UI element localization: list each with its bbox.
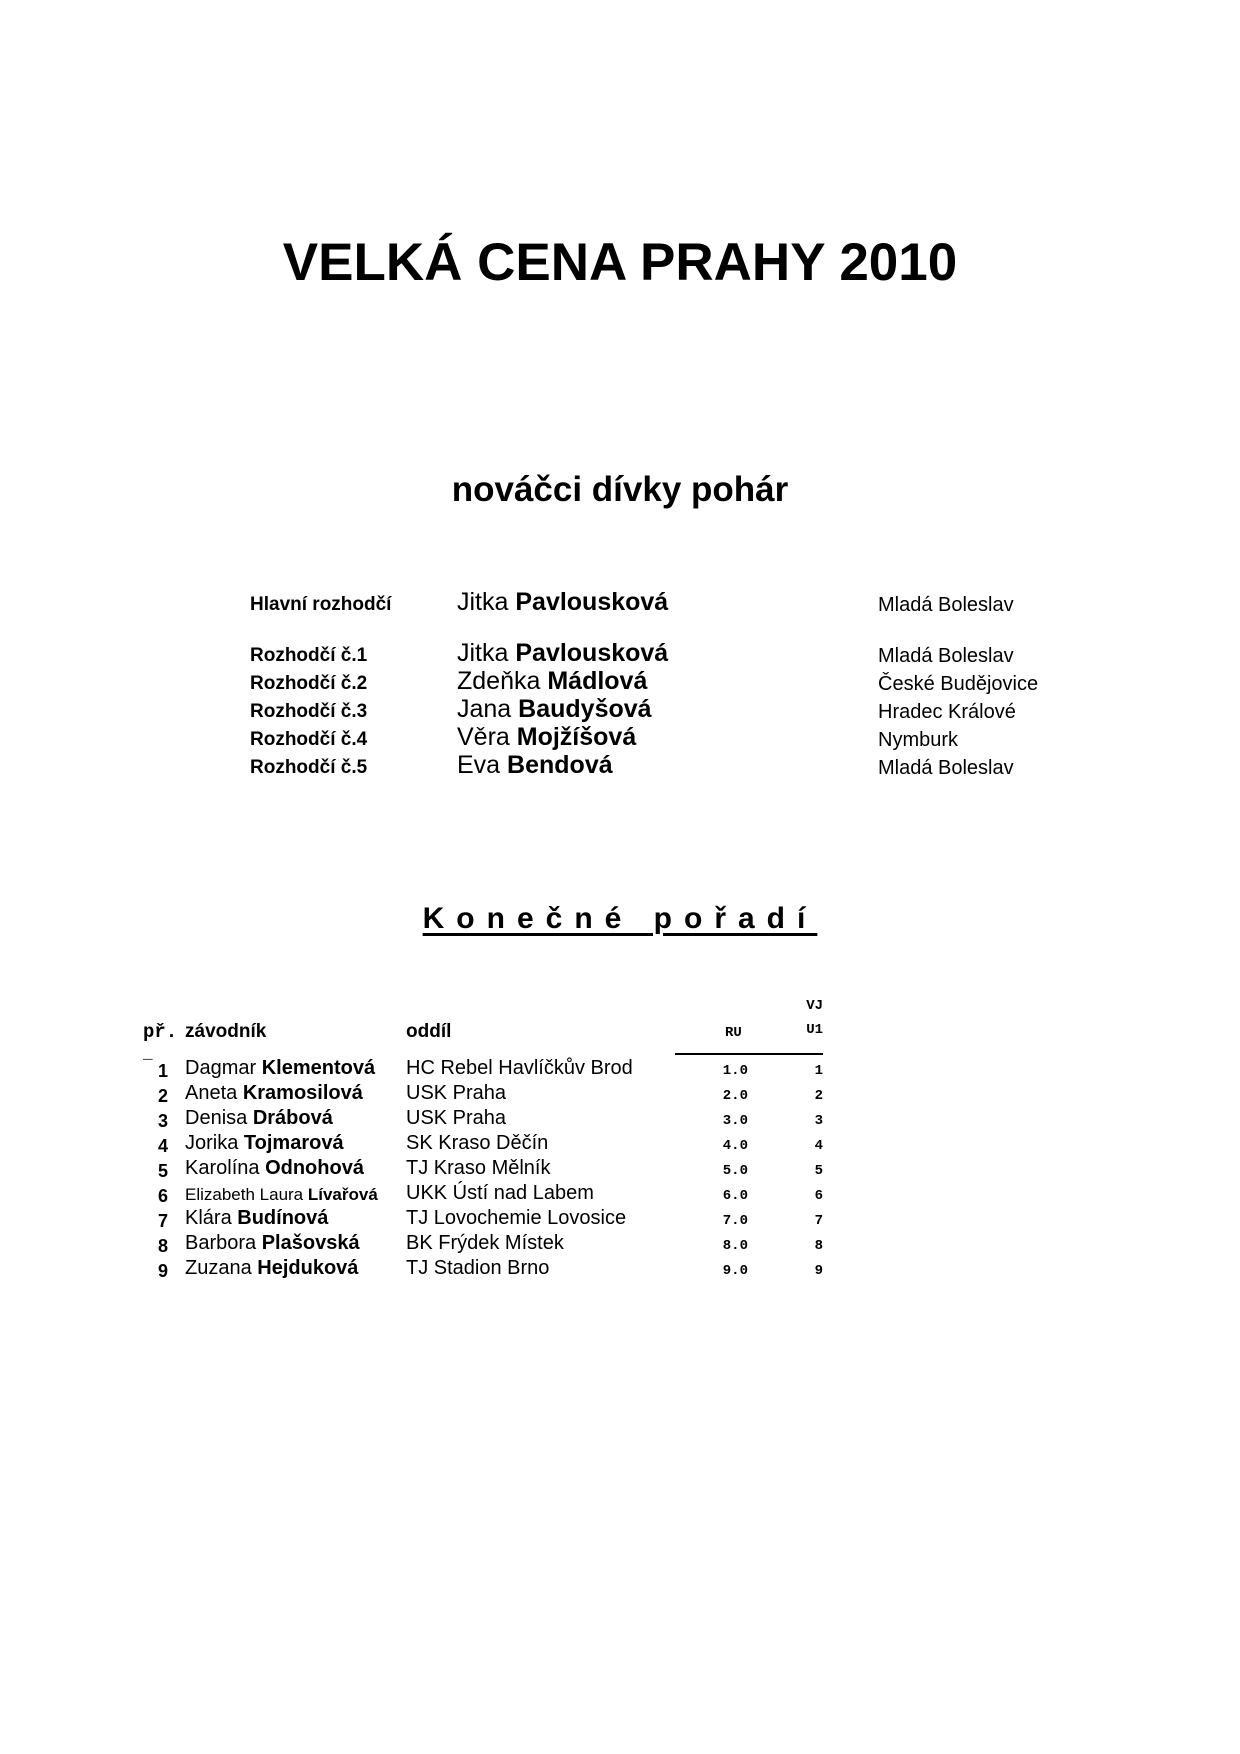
row-club: HC Rebel Havlíčkův Brod (406, 1057, 633, 1079)
official-name (457, 723, 636, 752)
row-vj: 8 (814, 1238, 823, 1254)
official-city: Hradec Králové (878, 701, 1016, 723)
column-header-vj: VJ (806, 998, 823, 1014)
row-place: 6 (157, 1186, 168, 1206)
athlete-last-name: Hejduková (257, 1257, 359, 1279)
row-vj: 4 (814, 1138, 823, 1154)
row-ru: 7.0 (722, 1213, 748, 1229)
athlete-first-name: Klára (185, 1207, 232, 1229)
table-row (143, 1057, 823, 1082)
official-last-name: Pavlousková (515, 588, 669, 616)
column-header-dash: _ (143, 1045, 153, 1063)
row-ru: 4.0 (722, 1138, 748, 1154)
athlete-first-name: Elizabeth Laura (185, 1185, 304, 1204)
official-city: Mladá Boleslav (878, 645, 1014, 667)
table-row (143, 1207, 823, 1232)
row-club: TJ Lovochemie Lovosice (406, 1207, 627, 1229)
row-athlete (185, 1107, 333, 1130)
athlete-last-name: Plašovská (261, 1232, 360, 1254)
official-city: Nymburk (878, 729, 959, 751)
table-row (143, 1157, 823, 1182)
row-ru: 9.0 (722, 1263, 748, 1279)
official-row-judge-4 (250, 723, 1150, 751)
row-club: TJ Stadion Brno (406, 1257, 550, 1279)
row-place: 8 (157, 1236, 168, 1256)
row-vj: 5 (814, 1163, 823, 1179)
athlete-first-name: Aneta (185, 1082, 238, 1104)
table-row (143, 1132, 823, 1157)
row-ru: 5.0 (722, 1163, 748, 1179)
table-row (143, 1082, 823, 1107)
row-place: 9 (157, 1261, 168, 1281)
athlete-first-name: Karolína (185, 1157, 260, 1179)
official-last-name: Baudyšová (518, 695, 652, 723)
official-last-name: Mojžíšová (516, 723, 637, 751)
row-ru: 1.0 (722, 1063, 748, 1079)
official-role: Rozhodčí č.1 (250, 645, 368, 666)
athlete-first-name: Jorika (185, 1132, 239, 1154)
row-athlete (185, 1157, 364, 1180)
row-club: UKK Ústí nad Labem (406, 1182, 594, 1204)
row-athlete (185, 1207, 328, 1230)
official-name (457, 751, 613, 780)
official-role: Rozhodčí č.5 (250, 757, 368, 778)
column-header-place: př. (143, 1021, 178, 1043)
official-role: Rozhodčí č.2 (250, 673, 368, 694)
column-header-club: oddíl (406, 1021, 452, 1042)
results-heading (0, 902, 1240, 936)
official-name (457, 588, 668, 617)
official-name (457, 639, 668, 668)
row-club: TJ Kraso Mělník (406, 1157, 551, 1179)
official-role: Hlavní rozhodčí (250, 594, 392, 615)
column-header-ru: RU (725, 1025, 742, 1041)
table-row (143, 1232, 823, 1257)
row-athlete (185, 1185, 378, 1205)
row-athlete (185, 1132, 344, 1155)
event-title: VELKÁ CENA PRAHY 2010 (282, 233, 958, 292)
row-place: 3 (157, 1111, 168, 1131)
column-header-athlete: závodník (185, 1021, 267, 1042)
official-row-judge-2 (250, 667, 1150, 695)
official-first-name: Jitka (457, 639, 509, 667)
table-row (143, 1182, 823, 1207)
row-vj: 6 (814, 1188, 823, 1204)
table-row (143, 1257, 823, 1282)
row-athlete (185, 1232, 360, 1255)
row-place: 1 (157, 1061, 168, 1081)
row-athlete (185, 1257, 358, 1280)
official-first-name: Jitka (457, 588, 509, 616)
official-row-judge-5 (250, 751, 1150, 779)
event-category: nováčci dívky pohár (451, 470, 789, 509)
official-role: Rozhodčí č.4 (250, 729, 368, 750)
official-row-judge-1 (250, 639, 1150, 667)
official-first-name: Eva (457, 751, 501, 779)
official-last-name: Pavlousková (515, 639, 669, 667)
official-name (457, 695, 652, 724)
results-header (143, 995, 823, 1063)
row-ru: 3.0 (722, 1113, 748, 1129)
header-divider (675, 1053, 823, 1055)
athlete-first-name: Dagmar (185, 1057, 257, 1079)
row-place: 7 (157, 1211, 168, 1231)
official-role: Rozhodčí č.3 (250, 701, 368, 722)
row-ru: 2.0 (722, 1088, 748, 1104)
athlete-last-name: Drábová (252, 1107, 333, 1129)
row-vj: 1 (814, 1063, 823, 1079)
officials-list (250, 588, 1150, 779)
row-club: BK Frýdek Místek (406, 1232, 564, 1254)
results-rows (143, 1057, 823, 1282)
results-heading-text: Konečné pořadí (422, 902, 818, 935)
athlete-last-name: Odnohová (265, 1157, 364, 1179)
row-ru: 8.0 (722, 1238, 748, 1254)
column-header-u1: U1 (806, 1022, 823, 1038)
athlete-last-name: Lívařová (307, 1185, 378, 1204)
results-table (143, 995, 823, 1281)
official-name (457, 667, 647, 696)
official-city: Mladá Boleslav (878, 594, 1014, 616)
row-ru: 6.0 (722, 1188, 748, 1204)
athlete-last-name: Tojmarová (243, 1132, 344, 1154)
official-last-name: Mádlová (547, 667, 648, 695)
row-place: 5 (157, 1161, 168, 1181)
official-first-name: Zdeňka (457, 667, 541, 695)
athlete-first-name: Barbora (185, 1232, 257, 1254)
official-city: České Budějovice (878, 673, 1039, 695)
row-club: USK Praha (406, 1082, 507, 1104)
row-club: USK Praha (406, 1107, 507, 1129)
official-city: Mladá Boleslav (878, 757, 1014, 779)
table-row (143, 1107, 823, 1132)
official-first-name: Jana (457, 695, 512, 723)
official-last-name: Bendová (507, 751, 613, 779)
row-vj: 7 (814, 1213, 823, 1229)
athlete-last-name: Klementová (261, 1057, 376, 1079)
row-vj: 3 (814, 1113, 823, 1129)
athlete-last-name: Budínová (237, 1207, 329, 1229)
row-place: 4 (157, 1136, 168, 1156)
row-club: SK Kraso Děčín (406, 1132, 549, 1154)
official-row-judge-3 (250, 695, 1150, 723)
athlete-first-name: Denisa (185, 1107, 248, 1129)
row-athlete (185, 1082, 363, 1105)
official-row-head-judge (250, 588, 1150, 616)
athlete-first-name: Zuzana (185, 1257, 252, 1279)
official-first-name: Věra (457, 723, 510, 751)
athlete-last-name: Kramosilová (242, 1082, 363, 1104)
row-athlete (185, 1057, 375, 1080)
row-place: 2 (157, 1086, 168, 1106)
row-vj: 2 (814, 1088, 823, 1104)
row-vj: 9 (814, 1263, 823, 1279)
